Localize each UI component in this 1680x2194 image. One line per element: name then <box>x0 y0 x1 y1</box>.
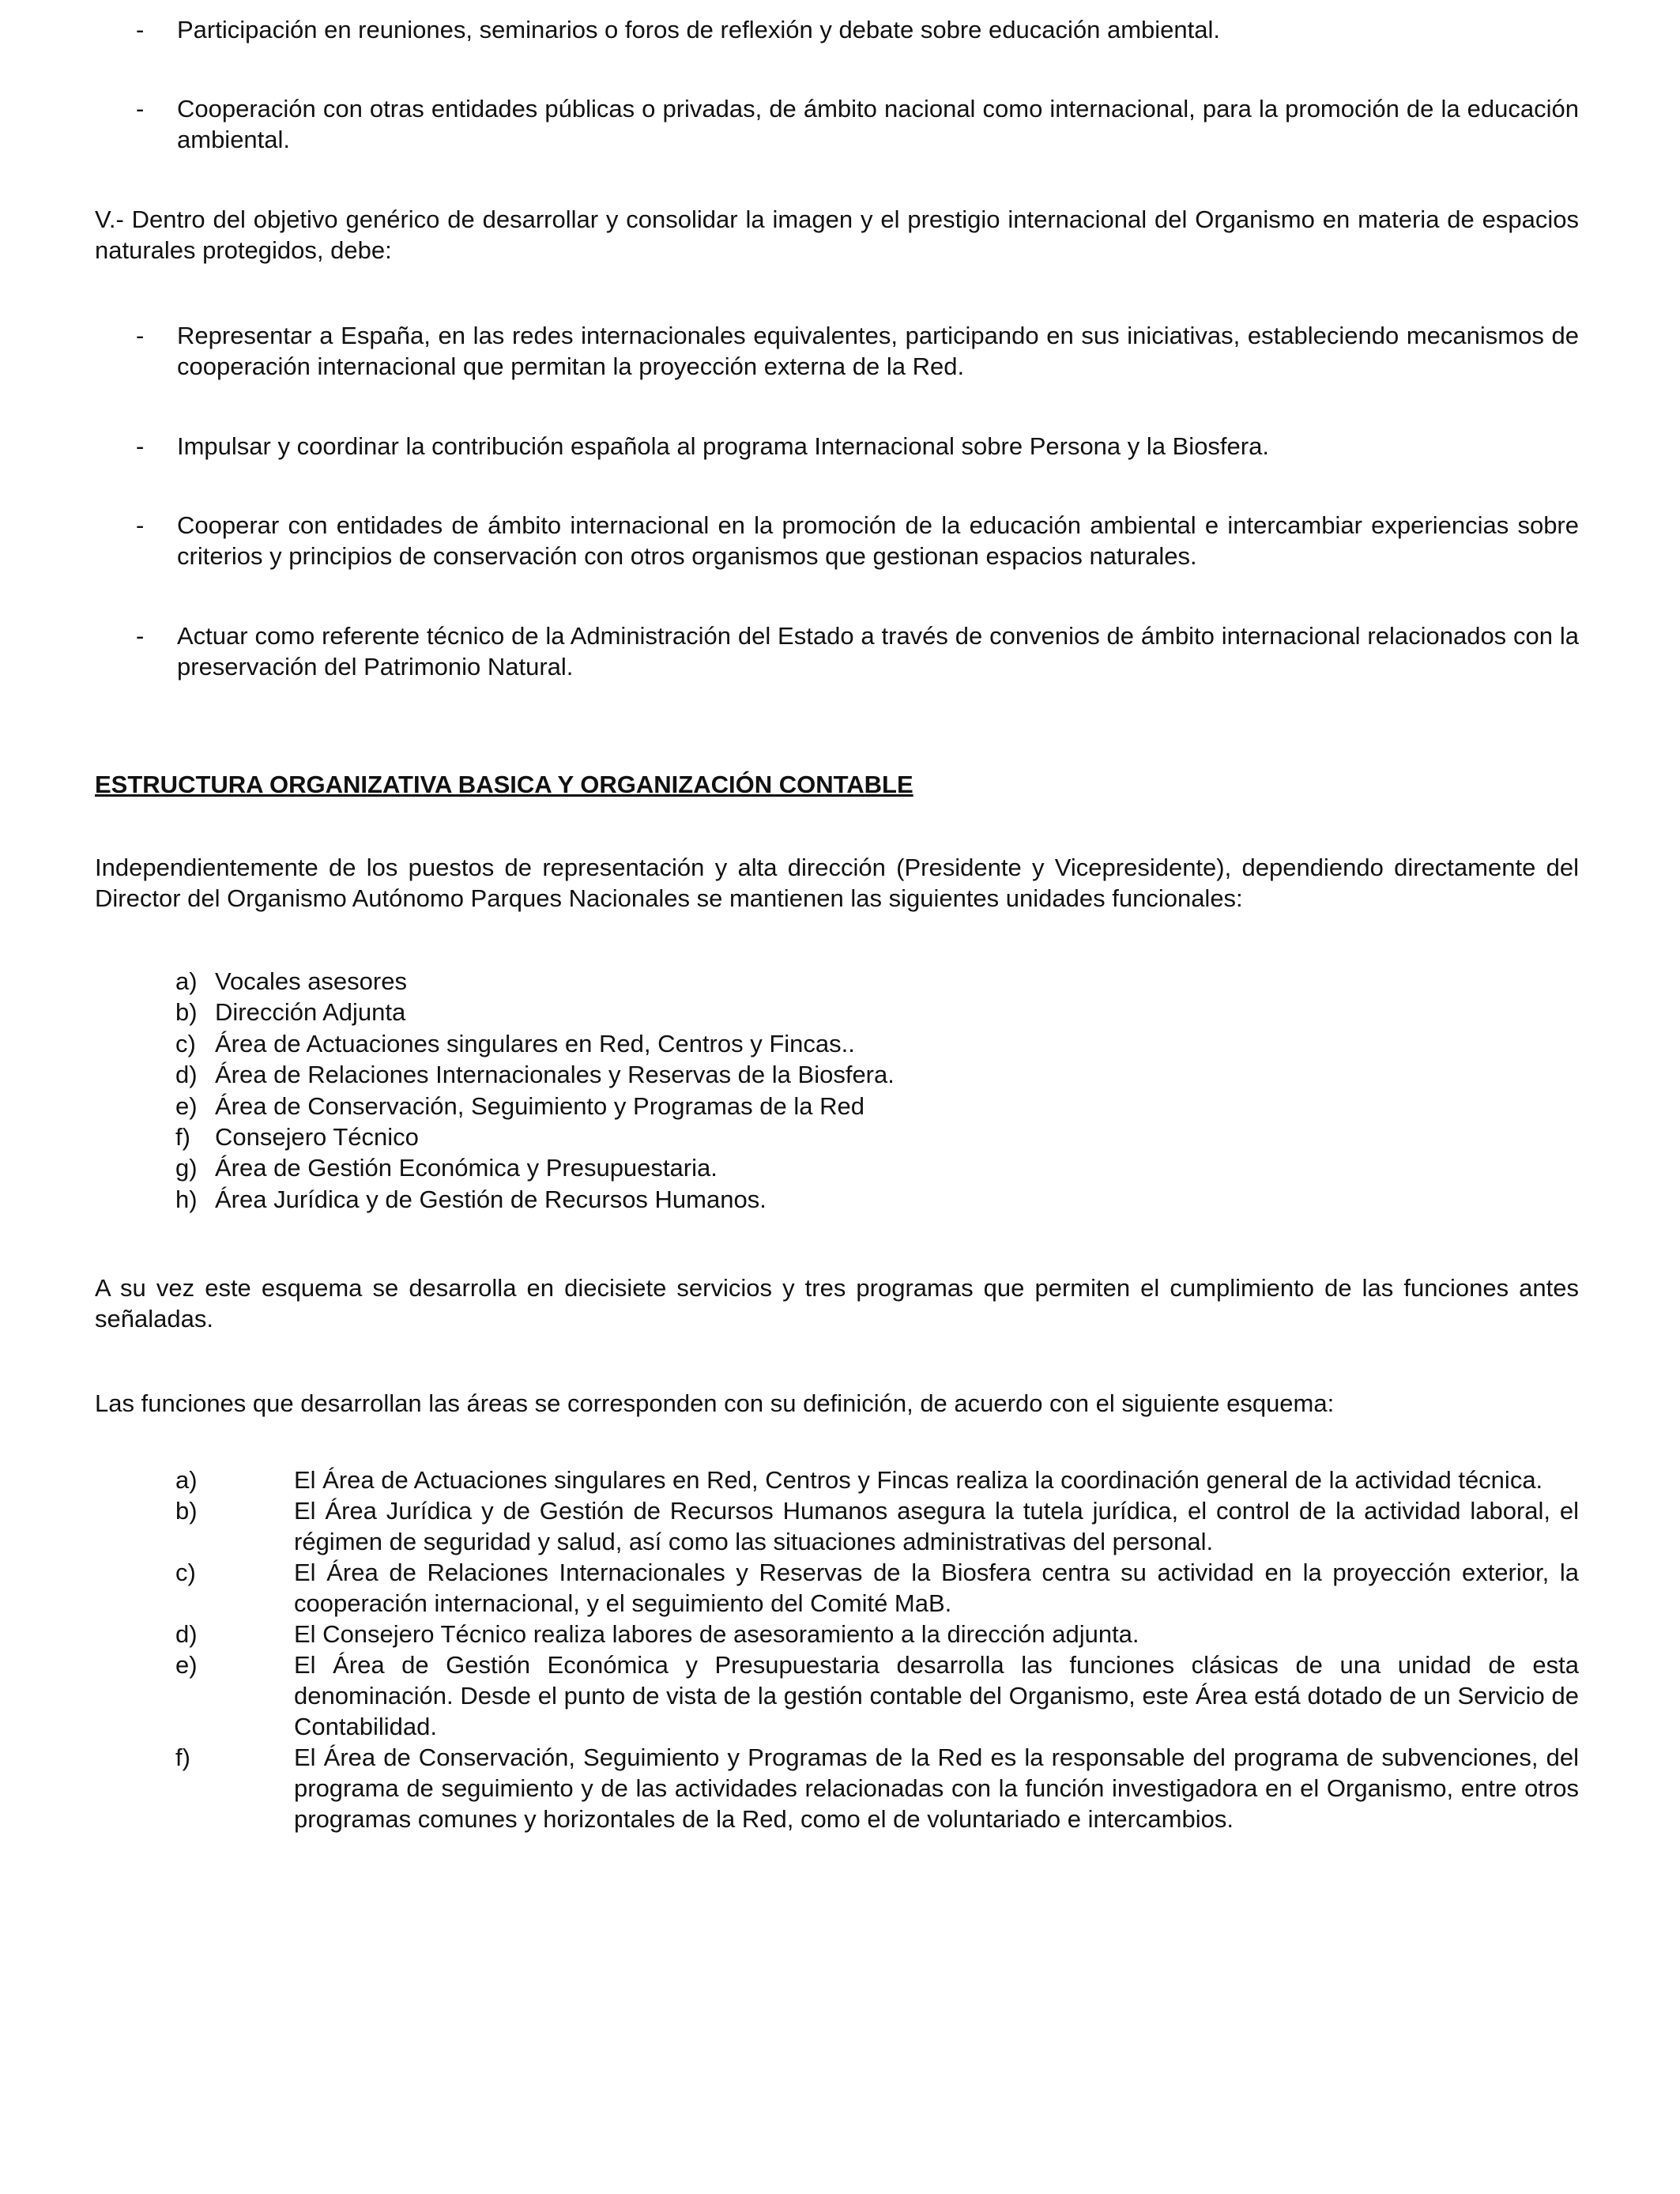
list-item <box>175 1495 1579 1557</box>
bullet-dash: - <box>136 322 145 349</box>
scheme-paragraph: A su vez este esquema se desarrolla en diecisiete servicios y tres programas que permiten el cumplimiento de las funciones antes señaladas. <box>95 1274 1579 1333</box>
list-item-text: El Área de Actuaciones singulares en Red, Centros y Fincas realiza la coordinación general de la actividad técnica. <box>294 1466 1543 1494</box>
list-item <box>175 1122 1361 1152</box>
list-item <box>175 966 1361 997</box>
list-item-label: c) <box>175 1029 196 1057</box>
list-item-label: a) <box>175 967 198 995</box>
list-item <box>175 1152 1361 1183</box>
list-item-text: Consejero Técnico <box>215 1122 419 1151</box>
bullet-dash: - <box>136 95 145 123</box>
list-item-label: a) <box>175 1466 198 1494</box>
list-item <box>175 1557 1579 1619</box>
bullet-dash: - <box>136 511 145 539</box>
list-item-text: El Área de Gestión Económica y Presupuestaria desarrolla las funciones clásicas de una unidad de esta denominación. Desde el punto de vista de la gestión contable del Organismo, este Área está dotado de un Servicio de Contabilidad. <box>294 1651 1579 1740</box>
list-item-text: El Área Jurídica y de Gestión de Recursos Humanos asegura la tutela jurídica, el control de la actividad laboral, el régimen de seguridad y salud, así como las situaciones administrativas del personal. <box>294 1497 1579 1555</box>
list-item-text: El Área de Relaciones Internacionales y Reservas de la Biosfera centra su actividad en la proyección exterior, la cooperación internacional, y el seguimiento del Comité MaB. <box>294 1559 1579 1617</box>
list-item <box>175 1619 1579 1649</box>
bullet-dash: - <box>136 432 145 460</box>
functions-intro-paragraph: Las funciones que desarrollan las áreas se corresponden con su definición, de acuerdo con el siguiente esquema: <box>95 1389 1335 1417</box>
list-item-label: c) <box>175 1559 196 1586</box>
list-item-text: El Consejero Técnico realiza labores de asesoramiento a la dirección adjunta. <box>294 1620 1139 1648</box>
bullet-text: Cooperación con otras entidades públicas o privadas, de ámbito nacional como internacional, para la promoción de la educación ambiental. <box>177 95 1579 153</box>
list-item-label: e) <box>175 1091 198 1120</box>
bullet-text: Actuar como referente técnico de la Administración del Estado a través de convenios de ámbito internacional relacionados con la preservación del Patrimonio Natural. <box>177 622 1579 680</box>
bullet-text: Impulsar y coordinar la contribución española al programa Internacional sobre Persona y la Biosfera. <box>177 432 1269 460</box>
list-item-label: f) <box>175 1122 190 1151</box>
list-item-label: b) <box>175 1497 198 1525</box>
list-item-label: d) <box>175 1061 198 1089</box>
section-heading: ESTRUCTURA ORGANIZATIVA BASICA Y ORGANIZACIÓN CONTABLE <box>95 771 913 798</box>
list-item-label: g) <box>175 1154 198 1182</box>
list-item-text: Área de Gestión Económica y Presupuestaria. <box>215 1154 718 1182</box>
list-item-label: e) <box>175 1651 198 1679</box>
list-item-text: Dirección Adjunta <box>215 998 406 1027</box>
list-item-text: Área de Relaciones Internacionales y Reservas de la Biosfera. <box>215 1061 895 1089</box>
bullet-dash: - <box>136 16 145 43</box>
list-item <box>175 1465 1579 1495</box>
list-item <box>175 997 1361 1027</box>
list-item-label: b) <box>175 998 198 1027</box>
section-v-paragraph: V.- Dentro del objetivo genérico de desarrollar y consolidar la imagen y el prestigio internacional del Organismo en materia de espacios naturales protegidos, debe: <box>95 205 1579 264</box>
list-item <box>175 1091 1361 1122</box>
list-item-text: Área de Actuaciones singulares en Red, Centros y Fincas.. <box>215 1029 855 1057</box>
list-item-text: Vocales asesores <box>215 967 407 995</box>
list-item-text: El Área de Conservación, Seguimiento y Programas de la Red es la responsable del programa de subvenciones, del programa de seguimiento y de las actividades relacionadas con la función investigadora en el Organismo, entre otros programas comunes y horizontales de la Red, como el de voluntariado e intercambios. <box>294 1744 1579 1833</box>
list-item-text: Área Jurídica y de Gestión de Recursos Humanos. <box>215 1185 767 1213</box>
list-item <box>175 1059 1361 1090</box>
functions-list <box>175 1465 1579 1834</box>
list-item-label: h) <box>175 1185 198 1213</box>
structure-intro-paragraph: Independientemente de los puestos de representación y alta dirección (Presidente y Vicepresidente), dependiendo directamente del Director del Organismo Autónomo Parques Nacionales se mantienen las siguientes unidades funcionales: <box>95 854 1579 912</box>
list-item-label: d) <box>175 1620 198 1648</box>
bullet-dash: - <box>136 622 145 650</box>
list-item-label: f) <box>175 1744 190 1771</box>
list-item <box>175 1028 1361 1059</box>
bullet-text: Cooperar con entidades de ámbito internacional en la promoción de la educación ambiental e intercambiar experiencias sobre criterios y principios de conservación con otros organismos que gestionan espacios naturales. <box>177 511 1579 570</box>
bullet-text: Representar a España, en las redes internacionales equivalentes, participando en sus iniciativas, estableciendo mecanismos de cooperación internacional que permitan la proyección externa de la Red. <box>177 322 1579 380</box>
list-item-text: Área de Conservación, Seguimiento y Programas de la Red <box>215 1091 864 1120</box>
list-item <box>175 1649 1579 1742</box>
list-item <box>175 1184 1361 1215</box>
bullet-text: Participación en reuniones, seminarios o foros de reflexión y debate sobre educación ambiental. <box>177 16 1220 43</box>
list-item <box>175 1742 1579 1834</box>
units-list <box>175 966 1361 1215</box>
